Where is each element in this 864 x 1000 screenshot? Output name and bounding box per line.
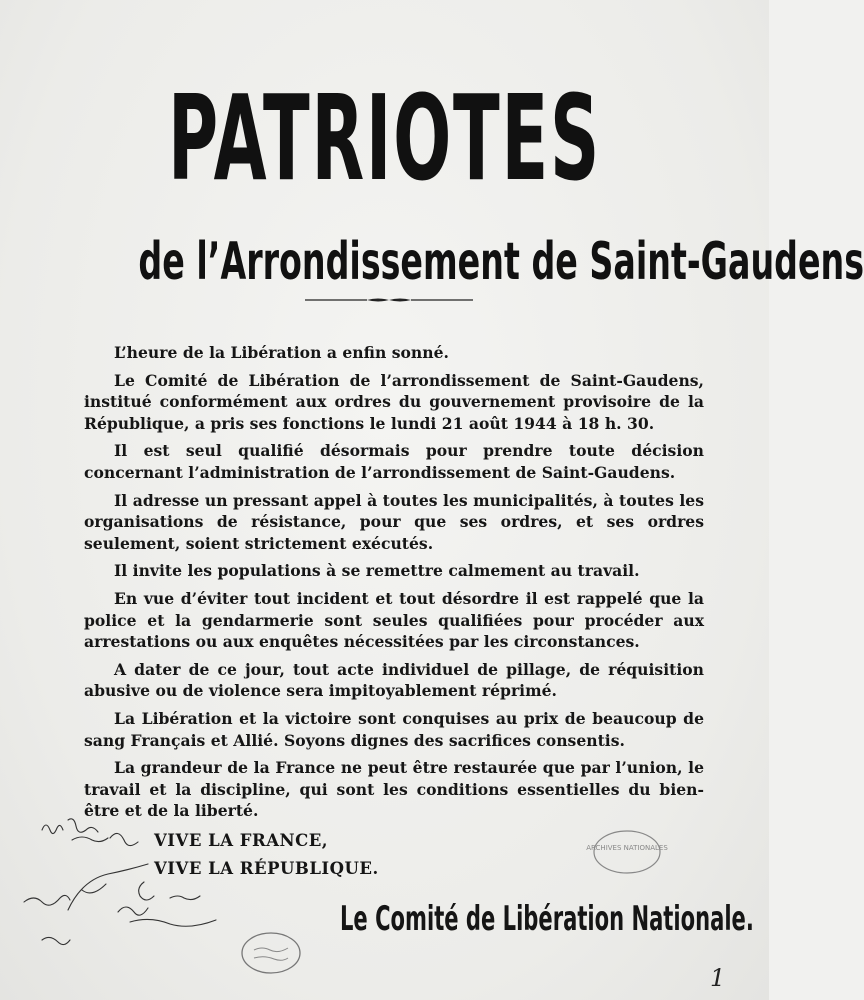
paragraph: L’heure de la Libération a enfin sonné.: [114, 343, 449, 362]
archives-stamp: [586, 828, 668, 876]
stamp-text: ARCHIVES NATIONALES: [586, 844, 668, 852]
page-number: 1: [710, 964, 726, 992]
poster-title: PATRIOTES: [168, 69, 601, 207]
ornamental-divider: [305, 297, 473, 303]
paragraph: Le Comité de Libération de l’arrondissement de Saint-Gaudens, institué conformément aux ordres du gouvernement provisoire de la République, a pris ses fonctions le lundi 21 août 1944 à 18 h. 30.: [84, 370, 704, 433]
paragraph: En vue d’éviter tout incident et tout désordre il est rappelé que la police et la gendarmerie sont seules qualifiées pour procéder aux arrestations ou aux enquêtes nécessitées par les circonstances.: [84, 588, 704, 652]
paragraph: La grandeur de la France ne peut être restaurée que par l’union, le travail et la discipline, qui sont les conditions essentielles du bien-être et de la liberté.: [84, 758, 704, 821]
round-stamp: [240, 930, 302, 976]
poster-subtitle: de l’Arrondissement de Saint-Gaudens: [138, 232, 864, 292]
committee-signature: Le Comité de Libération Nationale.: [340, 899, 754, 939]
paragraph: A dater de ce jour, tout acte individuel de pillage, de réquisition abusive ou de violence sera impitoyablement réprimé.: [84, 659, 704, 701]
paragraph: Il est seul qualifié désormais pour prendre toute décision concernant l’administration de l’arrondissement de Saint-Gaudens.: [84, 441, 704, 482]
handwritten-signatures: [20, 800, 250, 960]
paragraph: Il invite les populations à se remettre calmement au travail.: [114, 561, 640, 581]
paragraph: La Libération et la victoire sont conquises au prix de beaucoup de sang Français et Allié. Soyons dignes des sacrifices consentis.: [84, 708, 704, 750]
paragraph: Il adresse un pressant appel à toutes les municipalités, à toutes les organisations de résistance, pour que ses ordres, et ses ordres seulement, soient strictement exécutés.: [84, 490, 704, 553]
slogan-republique: VIVE LA RÉPUBLIQUE.: [154, 859, 379, 878]
slogan-france: VIVE LA FRANCE,: [154, 831, 329, 850]
proclamation-text: [84, 342, 704, 828]
